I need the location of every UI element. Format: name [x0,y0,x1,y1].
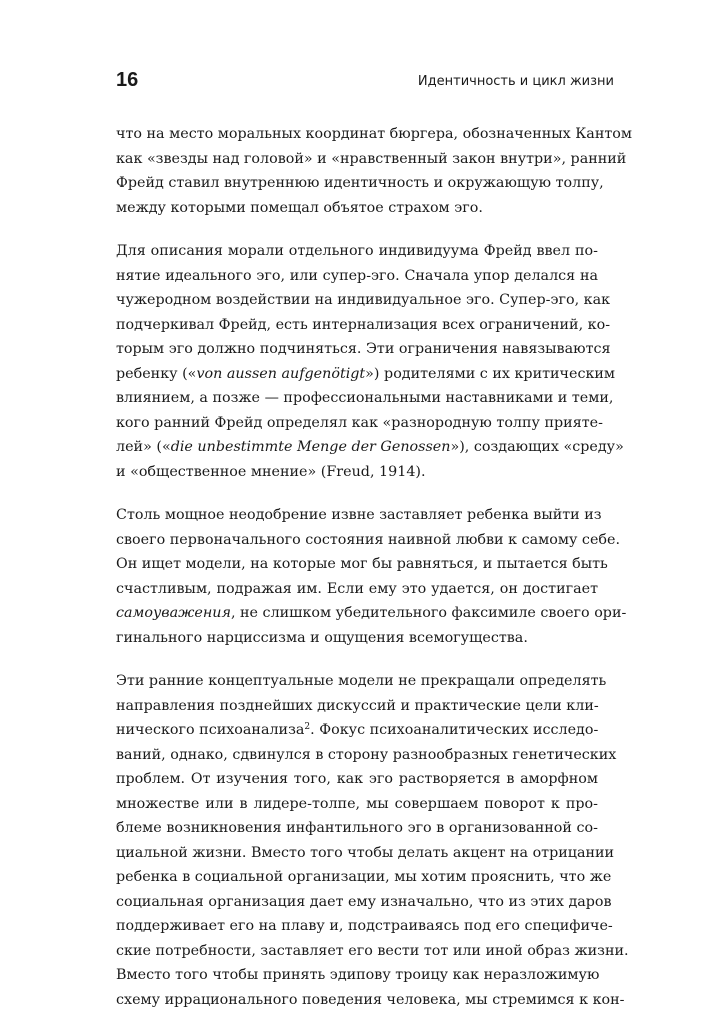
text-line: Вместо того чтобы принять эдипову троицу как неразложимую [116,967,600,983]
text-line: кого ранний Фрейд определял как «разнородную толпу прияте- [116,414,603,431]
text-line: циальной жизни. Вместо того чтобы делать акцент на отрицании [116,844,615,861]
text-line: самоуважения, не слишком убедительного факсимиле своего ори- [116,605,627,621]
page-header [116,68,614,96]
text-line: Столь мощное неодобрение извне заставляет ребенка выйти из [116,507,602,523]
text-line: нического психоанализа$^2$. Фокус психоаналитических исследо- [116,722,599,738]
text-line: Он ищет модели, на которые мог бы равняться, и пытается быть [116,556,608,572]
text-line: схему иррационального поведения человека, мы стремимся к кон- [116,991,625,1008]
italic-phrase: von aussen aufgenötigt [196,365,366,382]
text-line: подчеркивал Фрейд, есть интернализация всех ограничений, ко- [116,316,611,333]
text-line: Фрейд ставил внутреннюю идентичность и окружающую толпу, [116,175,604,191]
text-line: между которыми помещал объятое страхом эго. [116,199,483,216]
text-line: своего первоначального состояния наивной любви к самому себе. [116,531,621,548]
paragraph [116,669,629,1012]
text-line: счастливым, подражая им. Если ему это удается, он достигает [116,580,598,597]
text-line: влиянием, а позже — профессиональными наставниками и теми, [116,390,614,406]
paragraph [116,122,632,220]
text-line: проблем. От изучения того, как эго растворяется в аморфном [116,771,598,787]
paragraph [116,239,624,484]
text-line: ребенку («von aussen aufgenötigt») родителями с их критическим [116,365,616,382]
text-line: ские потребности, заставляет его вести тот или иной образ жизни. [116,942,629,959]
text-line: чужеродном воздействии на индивидуальное эго. Супер-эго, как [116,292,611,308]
text-line: торым эго должно подчиняться. Эти ограничения навязываются [116,341,611,357]
text-line: как «звезды над головой» и «нравственный закон внутри», ранний [116,150,627,167]
text-line: блеме возникновения инфантильного эго в организованной со- [116,820,598,836]
text-line: Для описания морали отдельного индивидуума Фрейд ввел по- [116,243,598,259]
footnote-marker[interactable]: 2 [304,722,311,732]
text-line: гинального нарциссизма и ощущения всемогущества. [116,629,528,646]
text-line: ребенка в социальной организации, мы хотим прояснить, что же [116,869,612,885]
text-line: лей» («die unbestimmte Menge der Genossen»), создающих «среду» [116,439,624,455]
text-line: нятие идеального эго, или супер-эго. Сначала упор делался на [116,267,598,284]
text-line: множестве или в лидере-толпе, мы совершаем поворот к про- [116,795,598,812]
page-number: 16 [116,69,139,91]
italic-phrase: die unbestimmte Menge der Genossen [170,439,451,455]
paragraph [116,503,627,650]
text-line: что на место моральных координат бюргера, обозначенных Кантом [116,126,632,142]
body-text [116,122,632,1031]
running-title: Идентичность и цикл жизни [417,74,614,89]
text-line: и «общественное мнение» (Freud, 1914). [116,463,426,480]
text-line: Эти ранние концептуальные модели не прекращали определять [116,673,607,689]
text-line: социальная организация дает ему изначально, что из этих даров [116,893,612,910]
text-line: ваний, однако, сдвинулся в сторону разнообразных генетических [116,746,617,763]
italic-phrase: самоуважения [116,605,231,621]
text-line: направления позднейших дискуссий и практические цели кли- [116,697,599,714]
text-line: поддерживает его на плаву и, подстраиваясь под его специфиче- [116,918,613,934]
